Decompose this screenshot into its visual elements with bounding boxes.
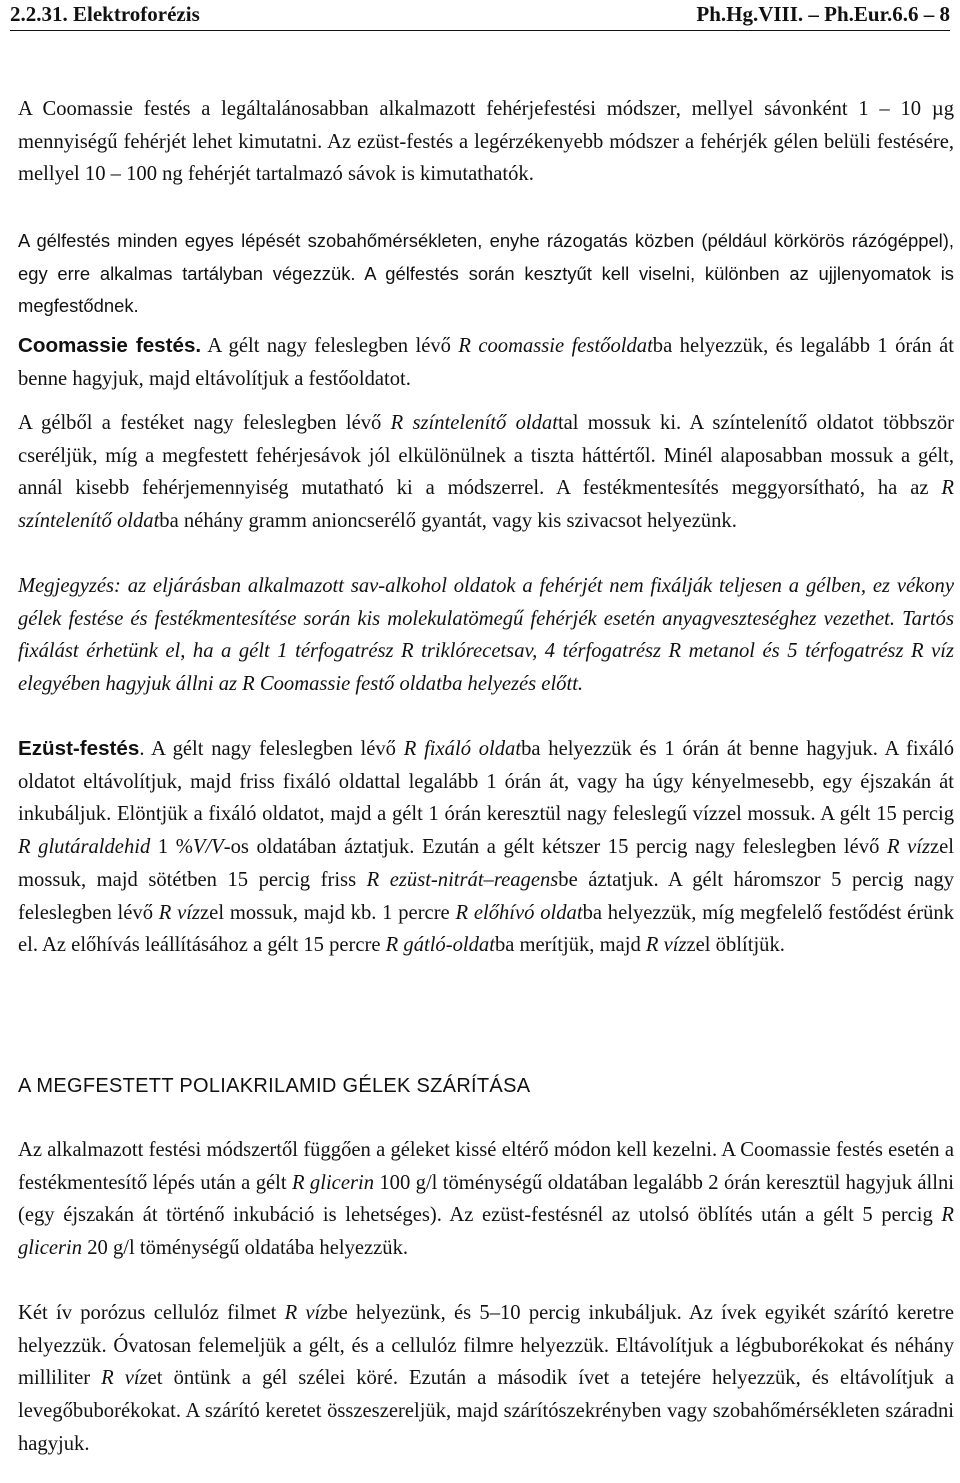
reagent-ref: R glutáraldehid [18, 836, 151, 859]
reagent-ref: R ezüst-nitrát–reagens [366, 868, 559, 891]
silver-title: Ezüst-festés [18, 737, 140, 760]
section-heading: A MEGFESTETT POLIAKRILAMID GÉLEK SZÁRÍTÁSA [18, 1075, 531, 1097]
paragraph-destaining: A gélből a festéket nagy feleslegben lévő R színtelenítő oldattal mossuk ki. A színtelenítő oldatot többször cseréljük, míg a megfestett fehérjesávok jól elkülönülnek a tiszta háttértől. Minél alaposabban mossuk a gélt, annál kisebb fehérjemennyiség mutatható ki a módszerrel. A festékmentesítés meggyorsítható, ha az R színtelenítő oldatba néhány gramm anioncserélő gyantát, vagy kis szivacsot helyezünk. [18, 412, 954, 533]
paragraph-silver-staining: Ezüst-festés. A gélt nagy feleslegben lévő R fixáló oldatba helyezzük és 1 órán át benne hagyjuk. A fixáló oldatot eltávolítjuk, majd friss fixáló oldattal legalább 1 órán át, vagy ha úgy kényelmesebb, egy éjszakán át inkubáljuk. Elöntjük a fixáló oldatot, majd a gélt 1 órán keresztül nagy feleslegű vízzel mossuk. A gélt 15 percig R glutáraldehid 1 %V/V-os oldatában áztatjuk. Ezután a gélt kétszer 15 percig nagy feleslegben lévő R vízzel mossuk, majd sötétben 15 percig friss R ezüst-nitrát–reagensbe áztatjuk. A gélt háromszor 5 percig nagy feleslegben lévő R vízzel mossuk, majd kb. 1 percre R előhívó oldatba helyezzük, míg megfelelő festődést érünk el. Az előhívás leállításához a gélt 15 percre R gátló-oldatba merítjük, majd R vízzel öblítjük. [18, 737, 955, 957]
note-paragraph [18, 570, 954, 701]
reagent-ref: R színtelenítő oldat [390, 412, 558, 434]
note-text: Megjegyzés: az eljárásban alkalmazott sav-alkohol oldatok a fehérjét nem fixálják teljesen a gélben, ez vékony gélek festése és festékmentesítése során kis molekulatömegű fehérjék esetén anyagveszteséghez vezethet. Tartós fixálást érhetünk el, ha a gélt 1 térfogatrész R triklórecetsav, 4 térfogatrész R metanol és 5 térfogatrész R víz elegyében hagyjuk állni az R Coomassie festő oldatba helyezés előtt. [18, 575, 954, 696]
paragraph-drying-prep: Az alkalmazott festési módszertől függően a géleket kissé eltérő módon kell kezelni. A Coomassie festés esetén a festékmentesítő lépés után a gélt R glicerin 100 g/l töménységű oldatában legalább 2 órán keresztül hagyjuk állni (egy éjszakán át történő inkubáció is lehetséges). Az ezüst-festésnél az utolsó öblítés után a gélt 5 percig R glicerin 20 g/l töménységű oldatába helyezzük. [18, 1139, 954, 1260]
coomassie-title: Coomassie festés. [18, 334, 202, 357]
reagent-ref: R gátló-oldat [385, 934, 495, 957]
reagent-ref: R coomassie festőoldat [458, 335, 653, 357]
reagent-ref: R víz [158, 901, 201, 924]
page-header [10, 0, 950, 31]
section-title: 2.2.31. Elektroforézis [10, 2, 200, 26]
reagent-ref: R színtelenítő oldat [18, 477, 954, 533]
reagent-ref: R víz [886, 836, 930, 859]
reagent-ref: R víz [645, 934, 687, 957]
paragraph-drying-procedure: Két ív porózus cellulóz filmet R vízbe helyezünk, és 5–10 percig inkubáljuk. Az ívek egyikét szárító keretre helyezzük. Óvatosan felemeljük a gélt, és a cellulóz filmre helyezzük. Eltávolítjuk a légbuborékokat és néhány milliliter R vízet öntünk a gél szélei köré. Ezután a második ívet a tetejére helyezzük, és eltávolítjuk a levegőbuborékokat. A szárító keretet összeszereljük, majd szárítószekrényben vagy szobahőmérsékleten száradni hagyjuk. [18, 1302, 955, 1455]
reagent-ref: R glicerin [291, 1171, 374, 1194]
reagent-ref: R víz [101, 1367, 148, 1390]
reagent-ref: R fixáló oldat [403, 738, 522, 760]
reagent-ref: R víz [284, 1302, 329, 1324]
paragraph-coomassie: Coomassie festés. A gélt nagy feleslegben lévő R coomassie festőoldatba helyezzük, és legalább 1 órán át benne hagyjuk, majd eltávolítjuk a festőoldatot. [18, 334, 955, 390]
reagent-ref: R előhívó oldat [455, 901, 583, 924]
unit-ref: V/V [192, 836, 224, 859]
paragraph-general-conditions: A gélfestés minden egyes lépését szobahőmérsékleten, enyhe rázogatás közben (például körkörös rázógéppel), egy erre alkalmas tartályban végezzük. A gélfestés során kesztyűt kell viselni, különben az ujjlenyomatok is megfestődnek. [18, 230, 954, 317]
paragraph-intro: A Coomassie festés a legáltalánosabban alkalmazott fehérjefestési módszer, mellyel sávonként 1 – 10 µg mennyiségű fehérjét lehet kimutatni. Az ezüst-festés a legérzékenyebb módszer a fehérjék gélen belüli festésére, mellyel 10 – 100 ng fehérjét tartalmazó sávok is kimutathatók. [18, 98, 954, 186]
pharmacopoeia-reference: Ph.Hg.VIII. – Ph.Eur.6.6 – 8 [696, 2, 950, 26]
reagent-ref: R glicerin [18, 1204, 954, 1260]
